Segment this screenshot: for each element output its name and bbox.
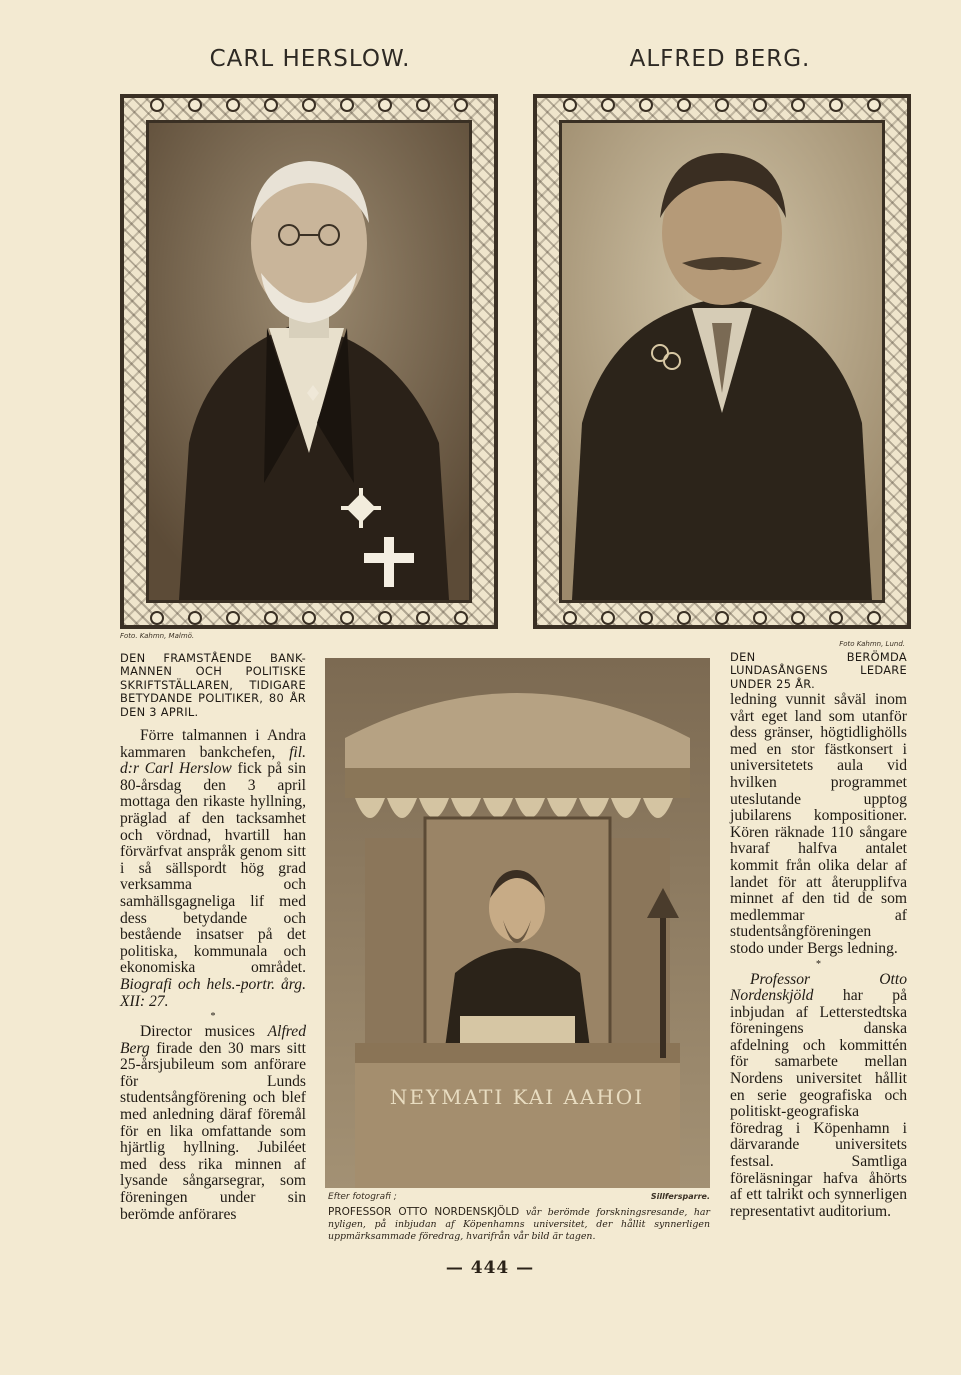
berg-text: firade den 30 mars sitt 25-årsjubileum som anförare för Lunds studentsångförening och blef med anledning däraf föremål för en lika omfattande som hjärtlig hyllning. Jubiléet med dess rika minnen af lysande sångarsegrar, som föreningen under sin berömde anförares — [120, 1039, 306, 1223]
center-photo-caption — [328, 1206, 710, 1243]
heading-alfred-berg: ALFRED BERG. — [629, 46, 811, 72]
page-number: — 444 — — [445, 1258, 535, 1278]
left-portrait-frame — [120, 94, 498, 629]
herslow-intro: Förre talmannen i Andra kammaren bankchefen, — [120, 727, 306, 761]
section-star-right: * — [816, 958, 821, 970]
berg-continuation: ledning vunnit såväl inom vårt eget land som utanför dess gränser, högtidlighölls med en stor fästkonsert i universitetets aula vid hvilken programmet uteslutande upptog jubilarens kompositioner. Kören räknade 110 sångare hvaraf halfva antalet kommit från olika delar af landet för att återupplifva minnet af den tid de som medlemmar af studentsångföreningen stodo under Bergs ledning. — [730, 691, 907, 957]
left-column-text — [120, 728, 306, 1223]
herslow-text: fick på sin 80-årsdag den 3 april mottaga den rikaste hyllning, präglad af den tacksamhet och vördnad, hvartill han förvärfvat anspråk genom sitt i så sällspordt hög grad verksamma och samhällsgagneliga lif med dess betydande och bestående insatser på det politiska, kommunala och ekonomiska området. — [120, 760, 306, 977]
carl-herslow-photo — [149, 123, 469, 600]
heading-carl-herslow: CARL HERSLOW. — [209, 46, 411, 72]
right-photo-caption: DEN BERÖMDA LUNDASÅNGENS LEDARE UNDER 25 ÅR. — [730, 650, 907, 691]
center-photo-credit-right: Sillfersparre. — [650, 1192, 710, 1201]
nordenskjold-name: Professor Otto Nordenskjöld — [730, 970, 907, 1005]
herslow-reference: Biografi och hels.-portr. årg. XII: 27. — [120, 975, 306, 1010]
center-photo-credit-left: Efter fotografi ; — [328, 1192, 397, 1202]
center-caption-title: PROFESSOR OTTO NORDENSKJÖLD — [328, 1206, 520, 1218]
berg-intro: Director musices — [140, 1023, 255, 1041]
herslow-name: fil. d:r Carl Herslow — [120, 743, 306, 778]
right-portrait-frame — [533, 94, 911, 629]
nordenskjold-text: har på inbjudan af Letterstedtska föreningens danska afdelning och kommittén för samarbete mellan Nordens universitet hållit en serie geografiska och politiskt-geografiska föredrag i Köpenhamn i därvarande universitets festsal. Samtliga föreläsningar hafva åhörts af ett talrikt och synnerligen representativt auditorium. — [730, 987, 907, 1220]
right-column-text — [730, 692, 907, 1220]
otto-nordenskjold-photo — [325, 658, 710, 1188]
berg-name: Alfred Berg — [120, 1023, 306, 1057]
desk-inscription: NEYMATI KAI AAHOI — [389, 1085, 645, 1109]
center-caption-text: vår berömde forskningsresande, har nyligen, på inbjudan af Köpenhamns universitet, der hållit synnerligen uppmärksammade föredrag, hvarifrån vår bild är tagen. — [328, 1207, 710, 1242]
left-photo-caption: DEN FRAMSTÅENDE BANK-MANNEN OCH POLITISKE SKRIFTSTÄLLAREN, TIDIGARE BETYDANDE POLITIKER, 80 ÅR DEN 3 APRIL. — [120, 651, 306, 719]
left-photo-credit: Foto. Kahmn, Malmö. — [120, 632, 195, 640]
section-star: * — [210, 1011, 216, 1023]
alfred-berg-photo — [562, 123, 882, 600]
right-photo-credit: Foto Kahmn, Lund. — [839, 640, 905, 648]
